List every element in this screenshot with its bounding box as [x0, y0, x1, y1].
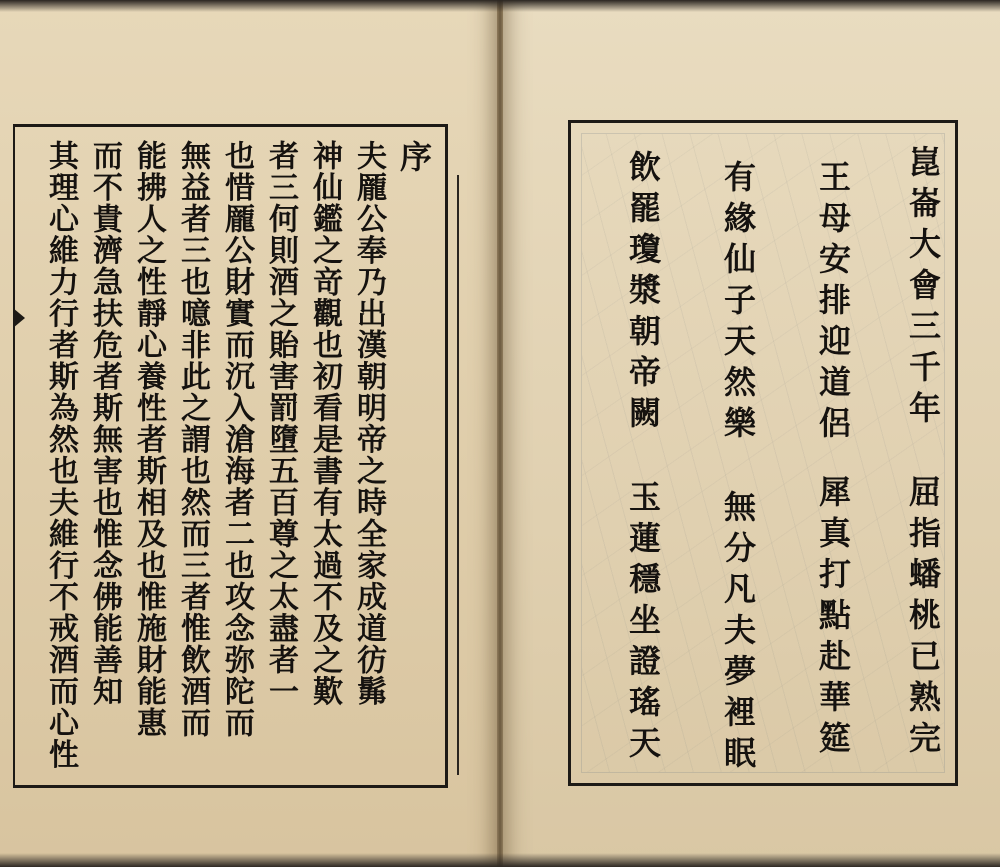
preface-column-5: 無益者三也噫非此之謂也然而三者惟飲酒而: [175, 140, 210, 739]
preface-column-3: 者三何則酒之貽害罰墮五百尊之太盡者一: [263, 140, 298, 707]
poem-verse-1: 崑崙大會三千年: [904, 145, 942, 432]
preface-column-6: 能拂人之性靜心養性者斯相及也惟施財能惠: [131, 140, 166, 739]
fishtail-marker-icon: [13, 308, 25, 328]
poem-verse-8: 玉蓮穩坐證瑤天: [624, 480, 662, 767]
preface-text-block: [30, 140, 435, 780]
top-edge-shadow: [0, 0, 1000, 12]
poem-verse-7: 飲罷瓊漿朝帝闕: [624, 150, 662, 437]
preface-column-2: 神仙鑑之竒觀也初看是書有太過不及之歎: [307, 140, 342, 707]
preface-column-4: 也惜龎公財實而沉入滄海者二也攻念弥陀而: [219, 140, 254, 739]
poem-verse-3: 王母安排迎道侶: [814, 160, 852, 447]
poem-verse-5: 有緣仙子天然樂: [719, 160, 757, 447]
poem-verse-2: 屈指蟠桃已熟完: [904, 475, 942, 762]
preface-column-7: 而不貴濟急扶危者斯無害也惟念佛能善知: [87, 140, 122, 707]
preface-column-8: 其理心維力行者斯為然也夫維行不戒酒而心性: [43, 140, 78, 770]
preface-heading: 序: [395, 140, 433, 174]
frame-rule-line: [457, 175, 459, 775]
bottom-edge-shadow: [0, 853, 1000, 867]
poem-block: [600, 145, 950, 777]
poem-verse-6: 無分凡夫夢裡眠: [719, 490, 757, 777]
poem-verse-4: 犀真打點赴華筵: [814, 475, 852, 762]
preface-column-1: 夫龎公奉乃出漢朝明帝之時全家成道彷髴: [351, 140, 386, 707]
